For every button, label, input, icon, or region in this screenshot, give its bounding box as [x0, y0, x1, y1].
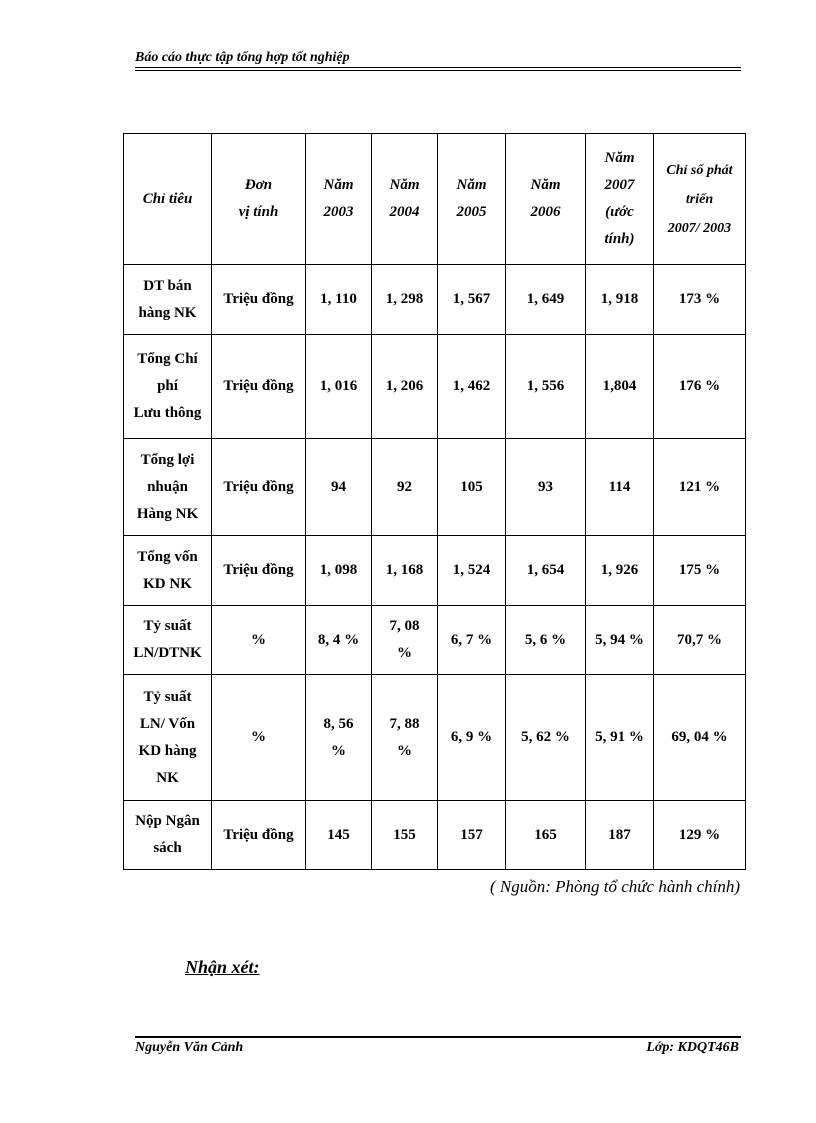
footer-class: Lớp: KDQT46B [646, 1040, 739, 1055]
cell-value-2007 [586, 536, 654, 606]
cell-line: 1, 168 [385, 562, 424, 578]
cell-line: 121 % [678, 478, 721, 495]
table-row [124, 606, 746, 675]
cell-line: KD NK [143, 575, 192, 592]
cell-value-2006 [506, 675, 586, 801]
cell-growth-index [654, 801, 746, 870]
cell-line: 157 [460, 826, 483, 843]
cell-line: Tỷ suất [143, 618, 192, 634]
cell-line: 2007 [604, 177, 635, 193]
cell-line: 1, 098 [319, 562, 358, 578]
cell-growth-index [654, 265, 746, 335]
cell-line: % [397, 645, 412, 661]
cell-line: Lưu thông [133, 405, 202, 421]
cell-line: 173 % [678, 291, 721, 307]
cell-value-2007 [586, 606, 654, 675]
table-row [124, 439, 746, 536]
cell-line: 1, 524 [452, 562, 491, 578]
header-indicator: Chỉ tiêu [124, 134, 212, 265]
table-row [124, 536, 746, 606]
table-row [124, 265, 746, 335]
cell-line: 105 [460, 478, 483, 495]
cell-line: nhuận [147, 478, 188, 495]
cell-indicator [124, 801, 212, 870]
cell-line: 1,804 [602, 378, 637, 394]
remark-heading: Nhận xét: [185, 957, 260, 977]
table-row [124, 801, 746, 870]
cell-line: 92 [397, 478, 412, 495]
cell-line: 6, 9 % [450, 729, 493, 745]
cell-line: 5, 62 % [521, 729, 570, 745]
cell-value-2005 [438, 335, 506, 439]
page-header [135, 49, 741, 67]
cell-line: 93 [538, 478, 553, 495]
cell-unit: Triệu đồng [212, 536, 306, 606]
cell-line: 7, 88 [389, 715, 420, 732]
cell-value-2003 [306, 675, 372, 801]
cell-line: hàng NK [138, 304, 197, 321]
cell-unit: Triệu đồng [212, 265, 306, 335]
cell-line: 175 % [678, 562, 721, 578]
cell-line: 145 [327, 826, 350, 843]
cell-value-2003 [306, 439, 372, 536]
cell-line: 176 % [678, 378, 721, 394]
cell-indicator [124, 265, 212, 335]
cell-indicator [124, 606, 212, 675]
cell-line: 2006 [530, 204, 561, 220]
cell-line: 1, 110 [320, 291, 357, 307]
cell-line: Nộp Ngân [135, 813, 200, 829]
cell-line: 1, 016 [319, 378, 358, 394]
cell-value-2003 [306, 606, 372, 675]
cell-line: 2005 [456, 204, 487, 220]
cell-line: tính) [604, 231, 635, 247]
cell-value-2005 [438, 801, 506, 870]
header-title: Báo cáo thực tập tổng hợp tốt nghiệp [135, 50, 350, 65]
cell-line: Năm [389, 177, 420, 193]
cell-growth-index [654, 675, 746, 801]
cell-value-2006 [506, 439, 586, 536]
cell-line: 129 % [678, 826, 721, 843]
cell-line: 1, 926 [600, 562, 639, 578]
cell-line: Tổng lợi [140, 451, 195, 468]
cell-line: 1, 556 [526, 378, 565, 394]
cell-unit: % [212, 675, 306, 801]
table-header-row [124, 134, 746, 265]
cell-value-2006 [506, 536, 586, 606]
cell-line: 69, 04 % [671, 729, 728, 745]
cell-line: Tỷ suất [143, 688, 192, 705]
cell-value-2007 [586, 335, 654, 439]
cell-line: Tổng vốn [137, 548, 198, 565]
cell-value-2004 [372, 536, 438, 606]
cell-line: NK [156, 769, 179, 786]
cell-line: 70,7 % [677, 631, 722, 648]
cell-line: 8, 56 [323, 715, 354, 732]
cell-value-2005 [438, 265, 506, 335]
footer-author: Nguyễn Văn Cảnh [135, 1040, 244, 1055]
cell-line: 187 [608, 826, 631, 843]
cell-line: 6, 7 % [450, 631, 493, 648]
header-2005 [438, 134, 506, 265]
cell-growth-index [654, 536, 746, 606]
cell-line: 94 [331, 478, 346, 495]
cell-line: % [331, 742, 346, 759]
cell-line: 114 [608, 478, 631, 495]
cell-line: 2007/ 2003 [667, 220, 732, 236]
cell-line: LN/ Vốn [139, 715, 196, 732]
cell-value-2005 [438, 606, 506, 675]
header-2004 [372, 134, 438, 265]
cell-line: 1, 649 [526, 291, 565, 307]
cell-value-2006 [506, 335, 586, 439]
cell-value-2005 [438, 675, 506, 801]
cell-value-2005 [438, 536, 506, 606]
header-unit [212, 134, 306, 265]
cell-line: 1, 567 [452, 291, 491, 307]
cell-line: 5, 6 % [524, 631, 567, 648]
cell-line: phí [157, 378, 178, 394]
cell-value-2004 [372, 606, 438, 675]
cell-indicator [124, 335, 212, 439]
cell-value-2007 [586, 675, 654, 801]
cell-unit: % [212, 606, 306, 675]
cell-unit: Triệu đồng [212, 335, 306, 439]
cell-indicator [124, 439, 212, 536]
cell-line: 165 [534, 826, 557, 843]
cell-line: Chỉ số phát [666, 162, 733, 178]
cell-line: 1, 462 [452, 378, 491, 394]
cell-line: Tổng Chí [137, 351, 198, 367]
cell-line: Năm [530, 177, 561, 193]
source-note: ( Nguồn: Phòng tổ chức hành chính) [489, 877, 740, 896]
header-2007 [586, 134, 654, 265]
cell-line: 1, 206 [385, 378, 424, 394]
cell-line: 5, 91 % [595, 729, 644, 745]
cell-value-2003 [306, 801, 372, 870]
cell-line: Hàng NK [136, 505, 199, 522]
cell-value-2007 [586, 801, 654, 870]
cell-line: 155 [393, 826, 416, 843]
cell-value-2004 [372, 335, 438, 439]
cell-line: Năm [604, 150, 635, 166]
header-growth-index [654, 134, 746, 265]
cell-value-2004 [372, 265, 438, 335]
header-double-rule [135, 67, 741, 71]
cell-line: % [397, 742, 412, 759]
header-2003 [306, 134, 372, 265]
cell-line: 5, 94 % [595, 631, 644, 648]
cell-line: Năm [456, 177, 487, 193]
cell-line: 7, 08 [389, 618, 420, 634]
business-results-table [123, 133, 746, 870]
cell-line: Năm [323, 177, 354, 193]
cell-value-2004 [372, 675, 438, 801]
cell-value-2005 [438, 439, 506, 536]
cell-line: triển [685, 191, 714, 207]
cell-value-2003 [306, 335, 372, 439]
cell-value-2004 [372, 801, 438, 870]
cell-line: vị tính [238, 204, 279, 220]
cell-value-2003 [306, 265, 372, 335]
header-2006 [506, 134, 586, 265]
cell-value-2003 [306, 536, 372, 606]
footer-rule [135, 1036, 741, 1038]
cell-line: LN/DTNK [133, 645, 202, 661]
table-row [124, 335, 746, 439]
table-body [124, 265, 746, 870]
table-row [124, 675, 746, 801]
cell-line: DT bán [143, 277, 192, 294]
cell-line: 1, 298 [385, 291, 424, 307]
cell-value-2004 [372, 439, 438, 536]
cell-line: 2003 [323, 204, 354, 220]
cell-growth-index [654, 606, 746, 675]
cell-line: 1, 918 [600, 291, 639, 307]
cell-indicator [124, 536, 212, 606]
cell-line: 8, 4 % [317, 631, 360, 648]
cell-value-2007 [586, 439, 654, 536]
cell-value-2006 [506, 265, 586, 335]
cell-unit: Triệu đồng [212, 439, 306, 536]
cell-line: Đơn [244, 177, 273, 193]
cell-value-2006 [506, 801, 586, 870]
cell-growth-index [654, 439, 746, 536]
cell-unit: Triệu đồng [212, 801, 306, 870]
cell-line: sách [153, 840, 182, 856]
cell-growth-index [654, 335, 746, 439]
cell-indicator [124, 675, 212, 801]
cell-value-2006 [506, 606, 586, 675]
cell-line: 1, 654 [526, 562, 565, 578]
cell-line: KD hàng [138, 742, 197, 759]
cell-value-2007 [586, 265, 654, 335]
cell-line: (ước [605, 204, 634, 220]
cell-line: 2004 [389, 204, 420, 220]
